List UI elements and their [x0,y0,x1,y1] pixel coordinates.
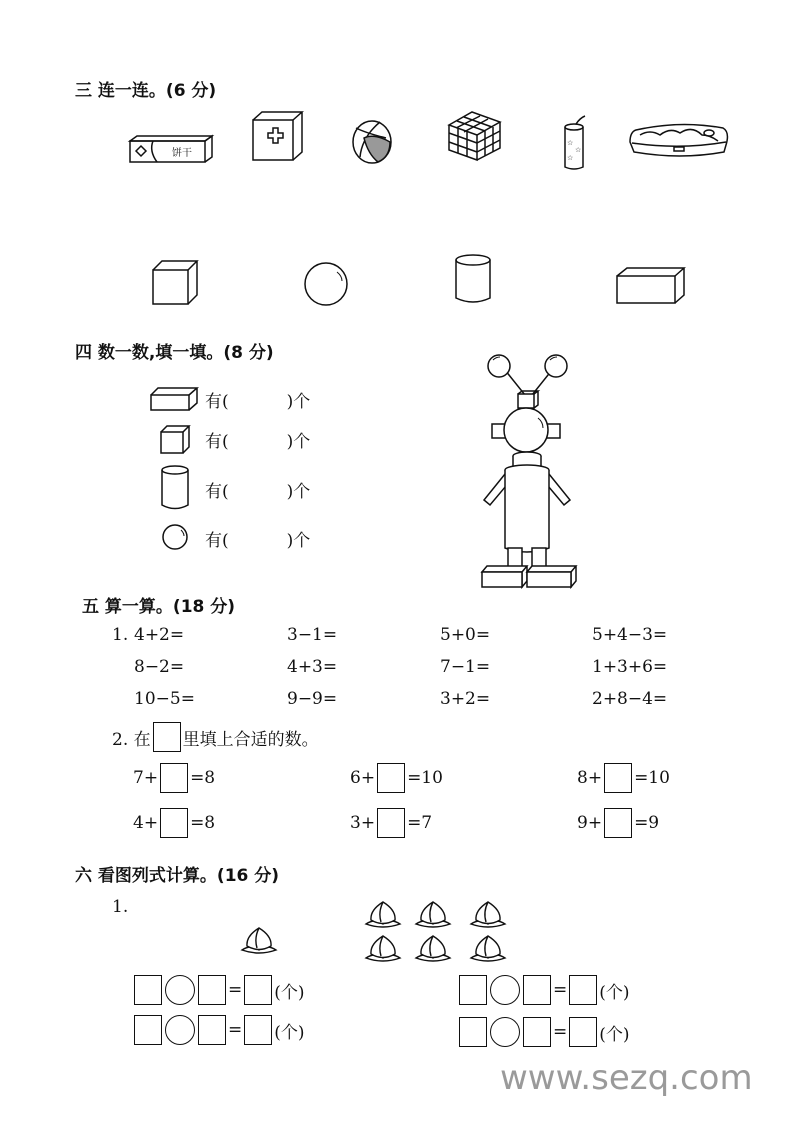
equation: 9−9= [287,689,338,709]
equals-sign: = [553,1022,568,1042]
question-1-label: 1. [112,625,129,645]
equation: 3−1= [287,625,338,645]
equation-left: 6+ [350,768,376,788]
equation-left: 9+ [577,813,603,833]
section-3-title: 三 连一连。(6 分) [75,81,217,101]
equation: 2+8−4= [592,689,668,709]
answer-box[interactable] [459,975,487,1005]
equation: 10−5= [134,689,195,709]
equation: 5+4−3= [592,625,668,645]
answer-box[interactable] [198,1015,226,1045]
equation-right: =10 [407,768,443,788]
answer-box[interactable] [523,1017,551,1047]
count-suffix: )个 [286,531,311,551]
peach-icon [471,936,505,961]
section-6-title: 六 看图列式计算。(16 分) [75,866,280,886]
equation-right: =7 [407,813,433,833]
answer-box[interactable] [569,975,597,1005]
operator-circle[interactable] [490,975,520,1005]
answer-box[interactable] [134,975,162,1005]
svg-text:☆: ☆ [575,146,582,154]
peach-icon [416,902,450,927]
section-4-title: 四 数一数,填一填。(8 分) [75,343,274,363]
equation-template [457,1017,630,1047]
equation: 8−2= [134,657,185,677]
equation-template [457,975,630,1005]
question-2-text: 里填上合适的数。 [182,729,319,750]
equation-left: 7+ [133,768,159,788]
peach-icon [242,928,276,953]
unit-label: (个) [274,982,305,1003]
operator-circle[interactable] [165,975,195,1005]
equals-sign: = [228,1020,243,1040]
answer-box[interactable] [244,975,272,1005]
equation: 5+0= [440,625,491,645]
equation-right: =8 [190,768,216,788]
peach-icon [416,936,450,961]
svg-text:☆: ☆ [567,139,574,147]
equation-right: =10 [634,768,670,788]
svg-text:☆: ☆ [567,154,574,162]
operator-circle[interactable] [165,1015,195,1045]
section-5-title: 五 算一算。(18 分) [82,597,236,617]
equation-template [132,1015,305,1045]
operator-circle[interactable] [490,1017,520,1047]
count-prefix: 有( [205,482,229,502]
count-suffix: )个 [286,482,311,502]
equals-sign: = [553,980,568,1000]
peach-icon [471,902,505,927]
equation-left: 3+ [350,813,376,833]
count-prefix: 有( [205,392,229,412]
equals-sign: = [228,980,243,1000]
unit-label: (个) [599,982,630,1003]
peach-icon [366,902,400,927]
equation: 4+3= [287,657,338,677]
equation: 3+2= [440,689,491,709]
answer-box[interactable] [569,1017,597,1047]
peach-icon [366,936,400,961]
equation-left: 8+ [577,768,603,788]
answer-box[interactable] [134,1015,162,1045]
equation-left: 4+ [133,813,159,833]
equation: 4+2= [134,625,185,645]
count-prefix: 有( [205,432,229,452]
answer-box[interactable] [523,975,551,1005]
answer-box[interactable] [244,1015,272,1045]
equation: 1+3+6= [592,657,668,677]
watermark: www.sezq.com [500,1058,753,1098]
answer-box[interactable] [459,1017,487,1047]
biscuit-label: 饼干 [172,148,192,159]
count-suffix: )个 [286,432,311,452]
equation-right: =9 [634,813,660,833]
unit-label: (个) [274,1022,305,1043]
count-prefix: 有( [205,531,229,551]
equation: 7−1= [440,657,491,677]
equation-template [132,975,305,1005]
count-suffix: )个 [286,392,311,412]
question-2-label: 2. 在 [112,729,151,750]
answer-box[interactable] [198,975,226,1005]
unit-label: (个) [599,1024,630,1045]
question-1-label: 1. [112,897,129,917]
equation-right: =8 [190,813,216,833]
